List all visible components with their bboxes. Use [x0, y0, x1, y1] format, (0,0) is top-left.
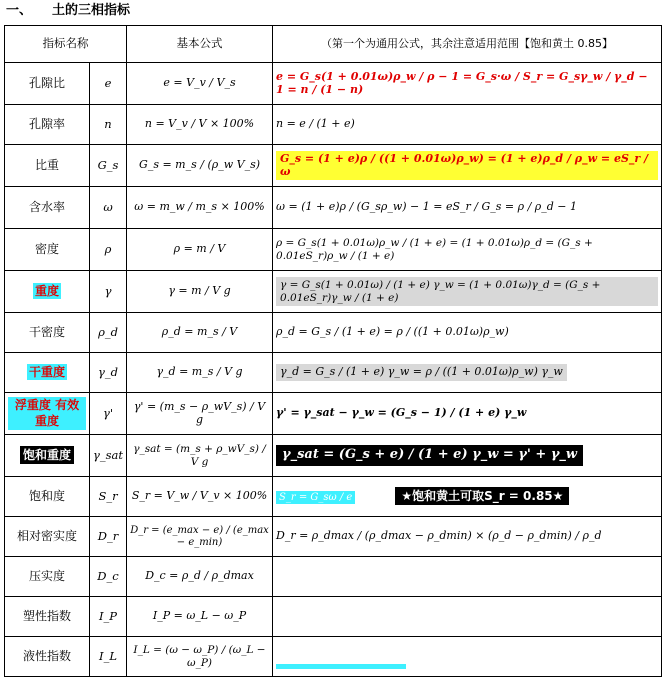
row-symbol: e — [90, 63, 127, 105]
cyan-highlight-name: 干重度 — [28, 364, 65, 379]
row-extra-formula: D_r = ρ_dmax / (ρ_dmax − ρ_dmin) × (ρ_d − ρ_dmin) / ρ_d — [273, 517, 662, 557]
row-base-formula: D_r = (e_max − e) / (e_max − e_min) — [127, 517, 273, 557]
table-row — [5, 105, 662, 145]
table-row — [5, 435, 662, 477]
row-base-formula: γ' = (m_s − ρ_wV_s) / V g — [127, 393, 273, 435]
row-name: 孔隙比 — [5, 63, 90, 105]
row-symbol: ρ_d — [90, 313, 127, 353]
table-row — [5, 597, 662, 637]
row-symbol: D_r — [90, 517, 127, 557]
row-name — [5, 271, 90, 313]
row-extra-formula — [273, 271, 662, 313]
row-base-formula: D_c = ρ_d / ρ_dmax — [127, 557, 273, 597]
row-name — [5, 353, 90, 393]
row-name: 饱和度 — [5, 477, 90, 517]
section-heading — [6, 1, 130, 21]
row-extra-formula: ρ_d = G_s / (1 + e) = ρ / ((1 + 0.01ω)ρ_w) — [273, 313, 662, 353]
table-row — [5, 517, 662, 557]
row-extra-formula — [273, 557, 662, 597]
row-base-formula: γ = m / V g — [127, 271, 273, 313]
row-extra-formula — [273, 597, 662, 637]
row-name: 孔隙率 — [5, 105, 90, 145]
header-formula: 基本公式 — [127, 26, 273, 63]
row-symbol: n — [90, 105, 127, 145]
row-base-formula: e = V_v / V_s — [127, 63, 273, 105]
cyan-highlight-formula: S_r = G_sω / e — [276, 491, 355, 504]
row-extra-formula: ω = (1 + e)ρ / (G_sρ_w) − 1 = eS_r / G_s = ρ / ρ_d − 1 — [273, 187, 662, 229]
gray-highlight-formula: γ_d = G_s / (1 + e) γ_w = ρ / ((1 + 0.01ω)ρ_w) γ_w — [276, 364, 567, 381]
row-base-formula: I_P = ω_L − ω_P — [127, 597, 273, 637]
row-name: 液性指数 — [5, 637, 90, 677]
row-extra-text: e = G_s(1 + 0.01ω)ρ_w / ρ − 1 = G_s·ω / S_r = G_sγ_w / γ_d − 1 = n / (1 − n) — [276, 69, 648, 96]
row-symbol: γ — [90, 271, 127, 313]
row-symbol: ω — [90, 187, 127, 229]
table-row — [5, 313, 662, 353]
soil-index-table — [4, 25, 662, 677]
table-row — [5, 557, 662, 597]
table-row — [5, 187, 662, 229]
row-base-formula: I_L = (ω − ω_P) / (ω_L − ω_P) — [127, 637, 273, 677]
row-name: 比重 — [5, 145, 90, 187]
section-title: 土的三相指标 — [52, 3, 131, 18]
saturation-note: ★饱和黄土可取S_r = 0.85★ — [395, 487, 569, 505]
row-extra-formula — [273, 145, 662, 187]
cyan-highlight-name: 浮重度 有效重度 — [8, 397, 86, 430]
row-base-formula: ρ = m / V — [127, 229, 273, 271]
row-extra-formula: γ' = γ_sat − γ_w = (G_s − 1) / (1 + e) γ_w — [273, 393, 662, 435]
row-name: 密度 — [5, 229, 90, 271]
row-name: 塑性指数 — [5, 597, 90, 637]
row-symbol: ρ — [90, 229, 127, 271]
row-extra-formula — [273, 63, 662, 105]
row-symbol: I_P — [90, 597, 127, 637]
row-name — [5, 435, 90, 477]
row-base-formula: ω = m_w / m_s × 100% — [127, 187, 273, 229]
cyan-highlight-name: 重度 — [34, 283, 59, 298]
row-name — [5, 393, 90, 435]
table-row — [5, 229, 662, 271]
gray-highlight-formula: γ = G_s(1 + 0.01ω) / (1 + e) γ_w = (1 + 0.01ω)γ_d = (G_s + 0.01eS_r)γ_w / (1 + e) — [276, 277, 658, 305]
row-base-formula: G_s = m_s / (ρ_w V_s) — [127, 145, 273, 187]
row-symbol: S_r — [90, 477, 127, 517]
header-note: （第一个为通用公式，其余注意适用范围【饱和黄土 0.85】 — [273, 26, 662, 63]
row-symbol: γ_sat — [90, 435, 127, 477]
header-name: 指标名称 — [5, 26, 127, 63]
table-row — [5, 477, 662, 517]
section-number: 一、 — [6, 3, 33, 18]
row-base-formula: n = V_v / V × 100% — [127, 105, 273, 145]
table-row — [5, 145, 662, 187]
table-row — [5, 353, 662, 393]
table-row — [5, 63, 662, 105]
table-row — [5, 637, 662, 677]
row-name: 压实度 — [5, 557, 90, 597]
row-extra-formula: n = e / (1 + e) — [273, 105, 662, 145]
row-name: 干密度 — [5, 313, 90, 353]
cyan-highlight-strip — [276, 664, 406, 669]
row-symbol: γ' — [90, 393, 127, 435]
row-extra-formula — [273, 435, 662, 477]
black-highlight-name: 饱和重度 — [20, 446, 74, 464]
row-base-formula: γ_d = m_s / V g — [127, 353, 273, 393]
row-base-formula: S_r = V_w / V_v × 100% — [127, 477, 273, 517]
row-extra-formula — [273, 637, 662, 677]
table-row — [5, 271, 662, 313]
row-symbol: D_c — [90, 557, 127, 597]
row-symbol: G_s — [90, 145, 127, 187]
row-extra-formula — [273, 353, 662, 393]
table-row — [5, 393, 662, 435]
row-name: 含水率 — [5, 187, 90, 229]
row-base-formula: ρ_d = m_s / V — [127, 313, 273, 353]
row-extra-formula: ρ = G_s(1 + 0.01ω)ρ_w / (1 + e) = (1 + 0.01ω)ρ_d = (G_s + 0.01eS_r)ρ_w / (1 + e) — [273, 229, 662, 271]
yellow-highlight-formula: G_s = (1 + e)ρ / ((1 + 0.01ω)ρ_w) = (1 + e)ρ_d / ρ_w = eS_r / ω — [276, 151, 658, 180]
row-base-formula: γ_sat = (m_s + ρ_wV_s) / V g — [127, 435, 273, 477]
table-header-row — [5, 26, 662, 63]
row-symbol: γ_d — [90, 353, 127, 393]
row-name: 相对密实度 — [5, 517, 90, 557]
row-symbol: I_L — [90, 637, 127, 677]
black-highlight-formula: γ_sat = (G_s + e) / (1 + e) γ_w = γ' + γ_w — [276, 445, 583, 466]
row-extra-formula — [273, 477, 662, 517]
